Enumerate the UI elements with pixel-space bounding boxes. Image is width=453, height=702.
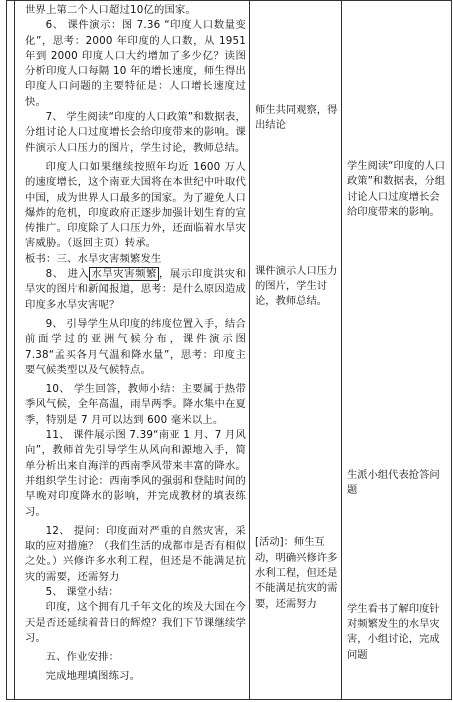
teacher-note-2: 课件演示人口压力的图片，学生讨论，教师总结。 (255, 264, 338, 308)
section-summary-heading: 5、 课堂小结： (45, 585, 119, 598)
student-note-3: 学生看书了解印度针对频繁发生的水旱灾害，小组讨论，完成问题 (347, 602, 440, 661)
step-8-prefix: 8、 进入 (45, 268, 90, 281)
step-9: 9、 引导学生从印度的纬度位置入手，结合前面学过的亚洲气候分布，课件演示图 7.38“孟买各月气温和降水量”，思考：印度主要气候类型以及气候特点。 (25, 317, 246, 376)
student-note-1: 学生阅读“印度的人口政策”和数据表，分组讨论人口过度增长会给印度带来的影响。 (347, 160, 446, 218)
highlighted-link-text[interactable]: 水旱灾害频繁 (91, 268, 158, 281)
homework-heading: 五、作业安排： (45, 651, 120, 664)
student-note-2: 生派小组代表抢答问题 (347, 469, 440, 497)
teacher-note-1: 师生共同观察，得出结论 (255, 104, 338, 132)
text-line: 世界上第二个人口超过10亿的国家。 (25, 4, 196, 16)
step-10: 10、 学生回答，教师小结：主要属于热带季风气候，全年高温，雨旱两季。降水集中在夏季，特别是 7 月可以达到 600 毫米以上。 (25, 383, 246, 426)
lesson-plan-table (6, 0, 452, 700)
step-8 (25, 267, 246, 313)
step-6: 6、 课件演示：图 7.36 “印度人口数量变化”，思考：2000 年印度的人口数，从 1951 年到 2000 印度人口大约增加了多少亿？读图分析印度人口每隔 10 年的增长速度，师生得出印度人口问题的主要特征是：人口增长速度过快。 (25, 19, 246, 108)
step-7: 7、 学生阅读“印度的人口政策”和数据表，分组讨论人口过度增长会给印度带来的影响。课件演示人口压力的图片，学生讨论，教师总结。 (25, 111, 246, 154)
margin-cell (7, 1, 15, 700)
homework-text: 完成地理填图练习。 (45, 670, 141, 683)
teacher-note-3: [活动]：师生互动，明确兴修许多水利工程，但还是不能满足抗灾的需要，还需努力 (255, 536, 338, 610)
student-activity-cell (342, 1, 452, 700)
step-8-rest: ，展示印度洪灾和旱灾的图片和新闻报道，思考：是什么原因造成印度多水旱灾害呢？ (25, 268, 246, 311)
step-11: 11、 课件展示图 7.39“南亚 1 月、7 月风向”，教师首先引导学生从风向和源地入手，简单分析出来自海洋的西南季风带来丰富的降水。并组织学生讨论：西南季风的强弱和登陆时间的早晚对印度降水的影响，并完成教材的填表练习。 (25, 429, 246, 518)
board-note: 板书：三、水旱灾害频繁发生 (25, 252, 162, 265)
summary-text: 印度，这个拥有几千年文化的埃及大国在今天是否还延续着昔日的辉煌？我们下节课继续学习。 (25, 601, 246, 644)
teaching-process-cell (15, 1, 250, 700)
teacher-activity-cell (250, 1, 342, 700)
population-summary: 印度人口如果继续按照年均近 1600 万人的速度增长，这个南亚大国将在本世纪中叶取代中国，成为世界人口最多的国家。为了避免人口爆炸的危机，印度政府正逐步加强计划生育的宣传推广。印度除了人口压力外，还面临着水旱灾害威胁。（返回主页）转承。 (25, 160, 246, 250)
step-12: 12、 提问：印度面对严重的自然灾害，采取的应对措施？（我们生活的成都市是否有相似之处。）兴修许多水利工程，但还是不能满足抗灾的需要，还需努力 (25, 524, 246, 583)
